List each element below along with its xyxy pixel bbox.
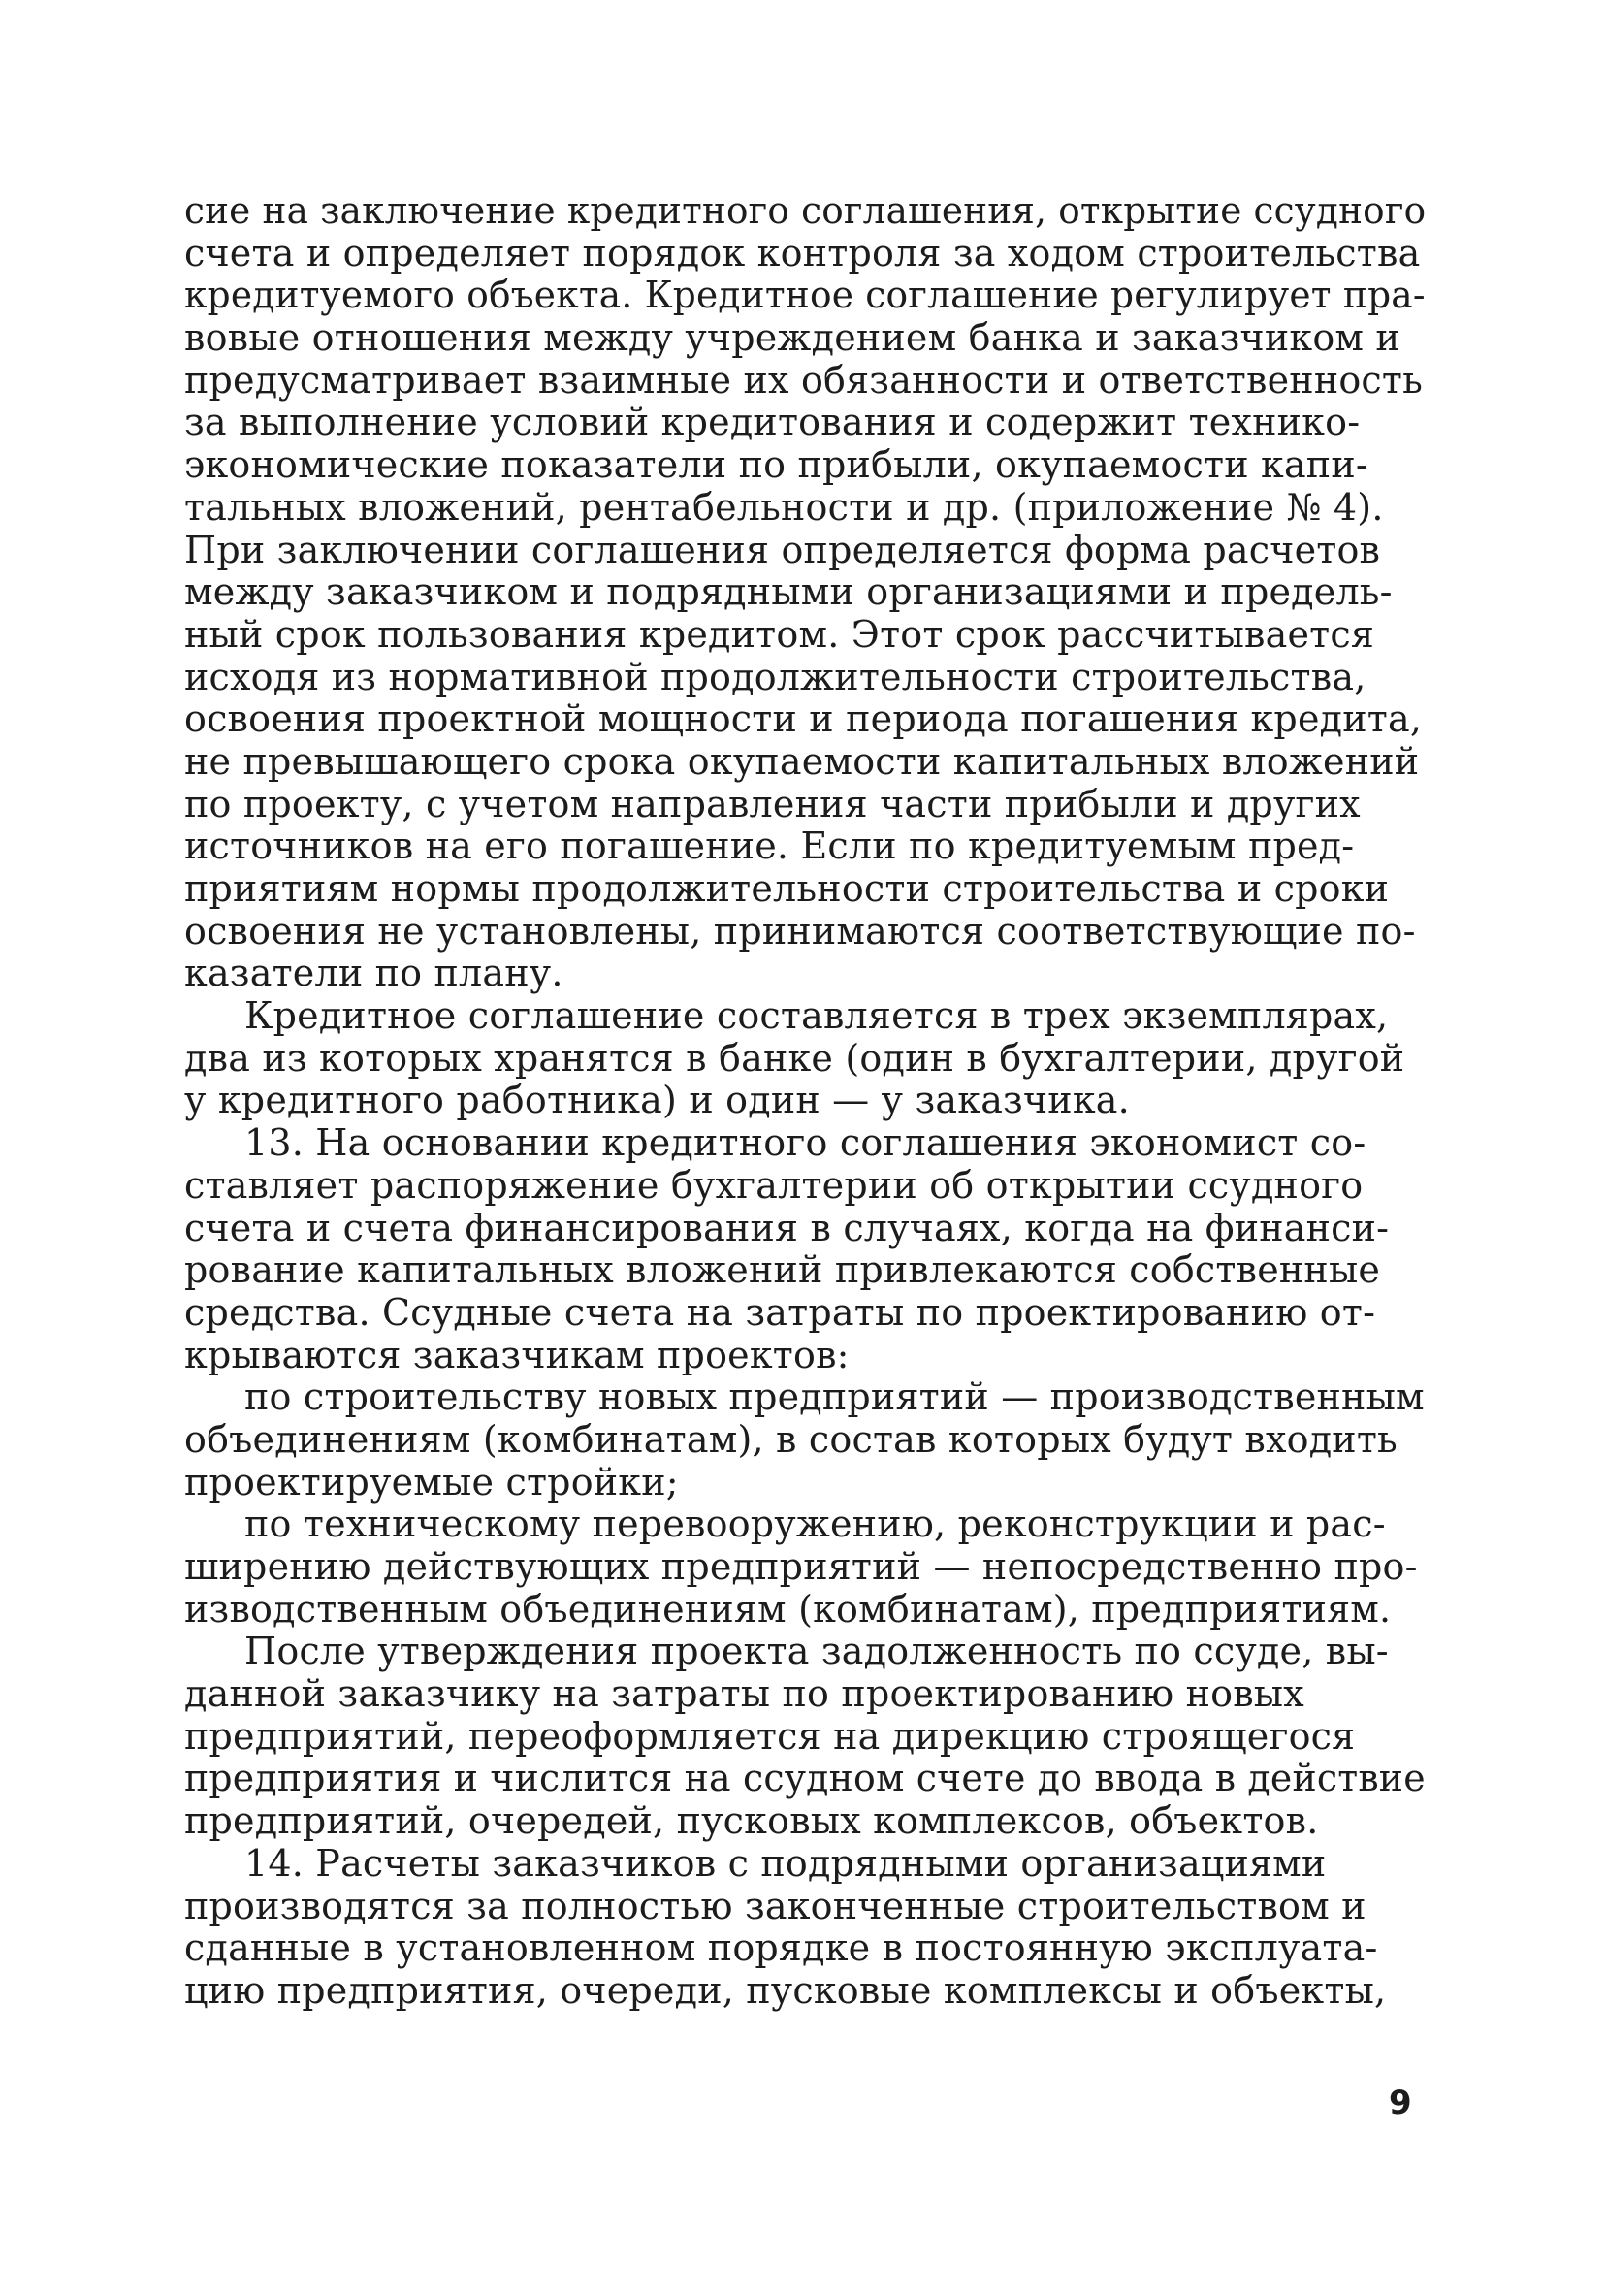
- text-line: изводственным объединениям (комбинатам), предприятиям.: [184, 1587, 1392, 1631]
- paragraph-start-line: по строительству новых предприятий — производственным: [244, 1375, 1425, 1419]
- text-line: ставляет распоряжение бухгалтерии об открытии ссудного: [184, 1163, 1364, 1207]
- section-13-line: 13. На основании кредитного соглашения экономист со-: [244, 1121, 1366, 1165]
- paragraph-start-line: После утверждения проекта задолженность по ссуде, вы-: [244, 1630, 1389, 1673]
- text-line: средства. Ссудные счета на затраты по проектированию от-: [184, 1290, 1376, 1334]
- text-line: объединениям (комбинатам), в состав которых будут входить: [184, 1417, 1398, 1461]
- text-line: данной заказчику на затраты по проектированию новых: [184, 1672, 1304, 1716]
- text-line: за выполнение условий кредитования и содержит технико-: [184, 401, 1361, 444]
- text-line: не превышающего срока окупаемости капитальных вложений: [184, 739, 1420, 783]
- text-line: проектируемые стройки;: [184, 1460, 679, 1504]
- text-line: ный срок пользования кредитом. Этот срок рассчитывается: [184, 612, 1375, 656]
- paragraph-start-line: Кредитное соглашение составляется в трех экземплярах,: [244, 994, 1389, 1038]
- text-line: два из которых хранятся в банке (один в бухгалтерии, другой: [184, 1036, 1405, 1080]
- text-line: предприятия и числится на ссудном счете до ввода в действие: [184, 1757, 1426, 1800]
- text-line: крываются заказчикам проектов:: [184, 1333, 850, 1376]
- text-line: рование капитальных вложений привлекаются собственные: [184, 1248, 1381, 1292]
- text-line: ширению действующих предприятий — непосредственно про-: [184, 1545, 1418, 1588]
- text-line: вовые отношения между учреждением банка и заказчиком и: [184, 316, 1400, 360]
- text-line: экономические показатели по прибыли, окупаемости капи-: [184, 443, 1368, 487]
- text-line: предприятий, очередей, пусковых комплексов, объектов.: [184, 1799, 1319, 1843]
- text-line: кредитуемого объекта. Кредитное соглашение регулирует пра-: [184, 274, 1426, 317]
- text-line: предусматривает взаимные их обязанности и ответственность: [184, 358, 1424, 402]
- text-line: производятся за полностью законченные строительством и: [184, 1884, 1366, 1927]
- text-line: тальных вложений, рентабельности и др. (приложение № 4).: [184, 485, 1384, 529]
- text-line: цию предприятия, очереди, пусковые комплексы и объекты,: [184, 1968, 1387, 2012]
- text-line: казатели по плану.: [184, 952, 563, 995]
- text-line: у кредитного работника) и один — у заказчика.: [184, 1079, 1130, 1122]
- page-number: 9: [1389, 2084, 1412, 2122]
- section-14-line: 14. Расчеты заказчиков с подрядными организациями: [244, 1841, 1327, 1885]
- text-line: приятиям нормы продолжительности строительства и сроки: [184, 867, 1390, 910]
- text-line: сие на заключение кредитного соглашения, открытие ссудного: [184, 189, 1427, 232]
- text-line: источников на его погашение. Если по кредитуемым пред-: [184, 825, 1355, 868]
- text-line: освоения не установлены, принимаются соответствующие по-: [184, 909, 1416, 953]
- text-line: освоения проектной мощности и периода погашения кредита,: [184, 697, 1423, 741]
- text-line: сданные в установленном порядке в постоянную эксплуата-: [184, 1926, 1378, 1970]
- text-line: по проекту, с учетом направления части прибыли и других: [184, 782, 1361, 825]
- body-text: [184, 190, 1426, 2013]
- paragraph-start-line: по техническому перевооружению, реконструкции и рас-: [244, 1503, 1386, 1546]
- text-line: счета и счета финансирования в случаях, когда на финанси-: [184, 1206, 1390, 1249]
- text-line: между заказчиком и подрядными организациями и предель-: [184, 570, 1393, 614]
- text-line: При заключении соглашения определяется форма расчетов: [184, 528, 1381, 571]
- text-line: счета и определяет порядок контроля за ходом строительства: [184, 231, 1421, 275]
- text-line: предприятий, переоформляется на дирекцию строящегося: [184, 1714, 1356, 1758]
- text-line: исходя из нормативной продолжительности строительства,: [184, 655, 1366, 698]
